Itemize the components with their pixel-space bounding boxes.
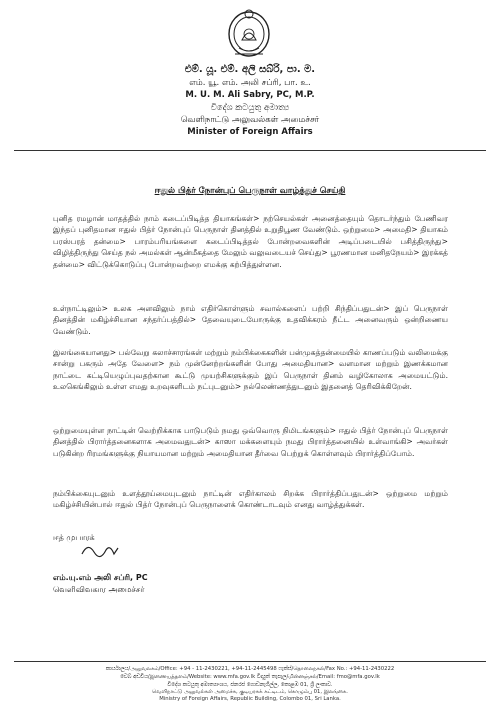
closing-greeting: ஈத் முபாரக் [53,533,95,542]
footer-contact-phone: කාර්යාලය/அலுவலகம்/Office: +94 - 11-2430221, +94-11-2445498 ෆැක්ස්/தொலைநகல்/Fax No.: +94-11-2430222 [105,666,395,672]
header-divider [14,150,486,151]
ministry-tamil: வெளிநாட்டு அலுவல்கள் அமைச்சர் [180,115,320,125]
paragraph-4: ஒற்றுமையுள்ள நாட்டின் வெற்றிக்காக பாடுபடும் நமது ஒவ்வொரு நிமிடங்களும்> ஈதுல் பித்ர் நோன்புப் பெருநாள் தினத்தில் பிரார்த்தனைகளாக அமைவதுடன்> காஸா மக்களையும் நமது பிரார்த்தனையில் உள்வாங்கி> அவர்கள் படுகின்ற ரிரமங்களுக்கு நியாயமான மற்றும் அமைதியான தீர்வை பெற்றுக் கொள்ளவும் பிரார்த்திப்போம். [53,426,448,458]
signatory-title: வெளிவிவகார அமைச்சர் [53,585,145,594]
paragraph-5: நம்பிக்கையுடனும் உளத்தூய்மையுடனும் நாட்டின் எதிர்காலம் சிறக்க பிரார்த்திப்பதுடன்> ஒற்றுமை மற்றும் மகிழ்ச்சியின்பால் ஈதுல் பித்ர் நோன்புப் பெருநாளைக் கொண்டாடவும் எனது வாழ்த்துக்கள். [53,489,448,510]
name-tamil: எம். யூ. எம். அலி சப்ரி, பா. உ. [189,78,311,88]
signature-icon [80,540,120,560]
letter-title: ஈதுல் பித்ர் நோன்புப் பெருநாள் வாழ்த்துச் செய்தி [154,186,346,196]
footer-contact-web: වෙබ් අඩවිය/இணையத்தளம்/Website: www.mfa.gov.lk විද්‍යුත් තැපෑල/மின்னஞ்சல்/Email: fmo@mfa.gov.lk [120,674,380,680]
paragraph-3: இலங்கையானது> பல்வேறு கலாச்சாரங்கள் மற்றும் நம்பிக்கைகளின் பன்முகத்தன்மையில் காணப்படும் வலிமைக்கு சான்று பகரும் அதே வேளை> நம் முன்னேற்றங்களின் போது அமைதியான> வளமான மற்றும் இணக்கமான நாட்டை கட்டியெழுப்புவதற்கான கூட்டு முயற்சிகளுக்கும் இப் பெருநாள் தினம் வழிகோலாக அமையட்டும். உலகெங்கிலும் உள்ள எமது உறவுகளிடம் நட்புடனும்> நல்லெண்ணத்துடனும் இதனைத் தெரிவிக்கிறேன். [53,348,448,392]
ministry-sinhala: විදේශ කටයුතු අමාත්‍ය [210,103,290,113]
national-emblem-icon [225,4,273,60]
name-sinhala: එම්. යූ. එම්. අලි සබ්රි, පා. ම. [184,64,316,75]
paragraph-2: உள்நாட்டிலும்> உலக அளவிலும் நாம் எதிர்கொள்ளும் சவால்களைப் பற்றி சிந்திப்பதுடன்> இப் பெருநாள் தினத்தின் மகிழ்ச்சியான சந்தர்ப்பத்தில்> தேவையுடையோருக்கு உதவிக்கரம் நீட்ட அனைவரும் ஒன்றிணைய வேண்டும். [53,304,448,336]
footer-address-tamil: வெளிநாட்டு அலுவல்கள் அமைச்சு, குடியரசுக் கட்டிடம், கொழும்பு 01, இலங்கை. [152,689,348,695]
paragraph-1: புனித ரமழான் மாதத்தில் நாம் கடைப்பிடித்த தியாகங்கள்> நற்செயல்கள் அனைத்தையும் தொடர்ந்தும் பேணிவர இந்தப் புனிதமான ஈதுல் பித்ர் நோன்புப் பெருநாள் தினத்தில் உறுதிபூண வேண்டும். ஒற்றுமை> அமைதி> தியாகம் பரஸ்பரத் தன்மை> பாரம்பரியங்களை கடைப்பிடித்தல் போன்றவைகளின் அடிப்படையில் பசித்திருந்து> விழித்திருந்து செய்த நல் அமல்கள் ஆன்மீகத்தை மேலும் வலுவடையச் செய்து> பூரணமான மனிதநேயம்> இரக்கத் தன்மை> விட்டுக்கொடுப்பு போன்றவற்றை எமக்கு கற்பித்துள்ளன. [53,214,448,269]
ministry-english: Minister of Foreign Affairs [187,127,313,137]
name-english: M. U. M. Ali Sabry, PC, M.P. [185,90,315,100]
footer-address-sinhala: විදේශ කටයුතු අමාත්‍යාංශය, ජනරජ ගොඩනැගිල්ල, කොළඹ 01, ශ්‍රී ලංකාව. [167,682,333,688]
footer-divider [14,661,486,662]
signatory-name: எம்.யு.எம் அலி சப்ரி, PC [53,573,148,582]
footer-address-english: Ministry of Foreign Affairs, Republic Building, Colombo 01, Sri Lanka. [159,696,341,702]
